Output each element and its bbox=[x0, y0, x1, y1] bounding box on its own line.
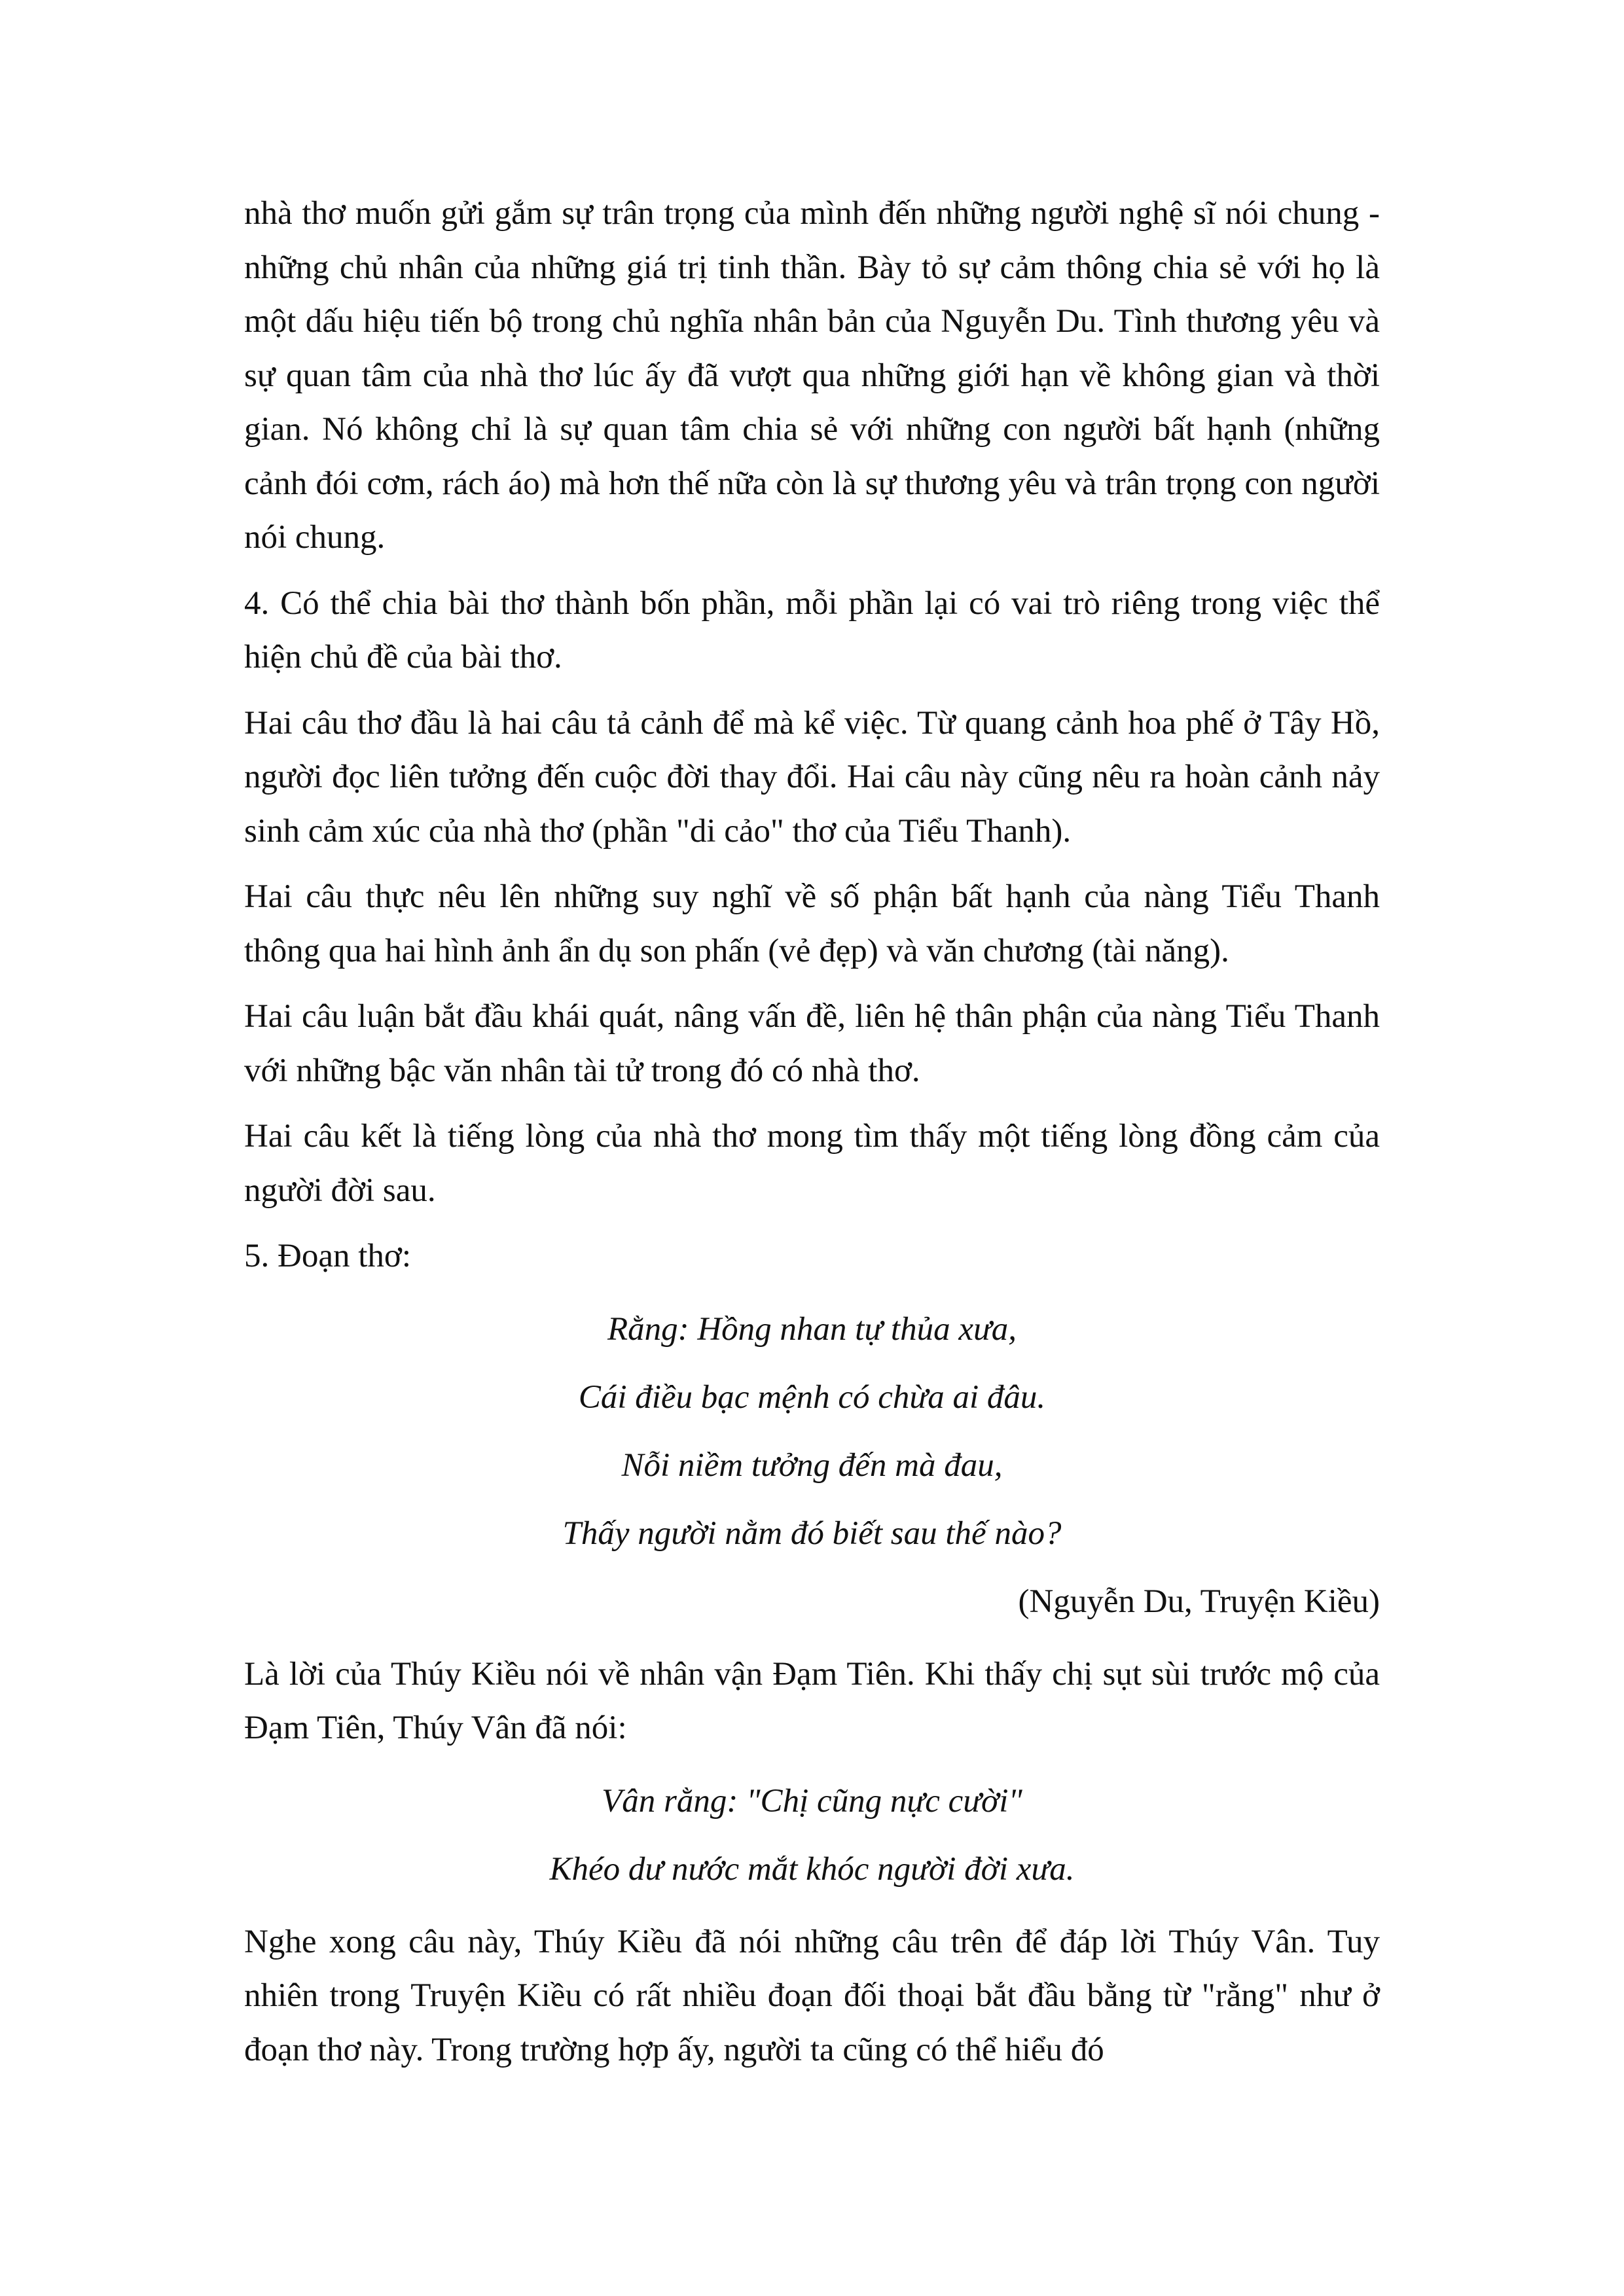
paragraph: Hai câu luận bắt đầu khái quát, nâng vấn đề, liên hệ thân phận của nàng Tiểu Thanh với những bậc văn nhân tài tử trong đó có nhà thơ. bbox=[244, 998, 1380, 1089]
paragraph: Hai câu thực nêu lên những suy nghĩ về số phận bất hạnh của nàng Tiểu Thanh thông qua hai hình ảnh ẩn dụ son phấn (vẻ đẹp) và văn chương (tài năng). bbox=[244, 878, 1380, 969]
poem-source: (Nguyễn Du, Truyện Kiều) bbox=[1018, 1583, 1380, 1620]
poem-excerpt bbox=[244, 1295, 1380, 1568]
verse-line: Thấy người nằm đó biết sau thế nào? bbox=[562, 1515, 1062, 1552]
section-heading: 5. Đoạn thơ: bbox=[244, 1238, 412, 1274]
poem-excerpt bbox=[244, 1767, 1380, 1903]
paragraph: nhà thơ muốn gửi gắm sự trân trọng của mình đến những người nghệ sĩ nói chung - những chủ nhân của những giá trị tinh thần. Bày tỏ sự cảm thông chia sẻ với họ là một dấu hiệu tiến bộ trong chủ nghĩa nhân bản của Nguyễn Du. Tình thương yêu và sự quan tâm của nhà thơ lúc ấy đã vượt qua những giới hạn về không gian và thời gian. Nó không chỉ là sự quan tâm chia sẻ với những con người bất hạnh (những cảnh đói cơm, rách áo) mà hơn thế nữa còn là sự thương yêu và trân trọng con người nói chung. bbox=[244, 195, 1380, 556]
paragraph: Hai câu thơ đầu là hai câu tả cảnh để mà kể việc. Từ quang cảnh hoa phế ở Tây Hồ, người đọc liên tưởng đến cuộc đời thay đổi. Hai câu này cũng nêu ra hoàn cảnh nảy sinh cảm xúc của nhà thơ (phần "di cảo" thơ của Tiểu Thanh). bbox=[244, 704, 1380, 850]
verse-line: Cái điều bạc mệnh có chừa ai đâu. bbox=[578, 1378, 1046, 1416]
document-page bbox=[244, 187, 1380, 2089]
paragraph: Nghe xong câu này, Thúy Kiều đã nói những câu trên để đáp lời Thúy Vân. Tuy nhiên trong Truyện Kiều có rất nhiều đoạn đối thoại bắt đầu bằng từ "rằng" như ở đoạn thơ này. Trong trường hợp ấy, người ta cũng có thể hiểu đó bbox=[244, 1923, 1380, 2068]
verse-line: Vân rằng: "Chị cũng nực cười" bbox=[602, 1782, 1022, 1820]
paragraph: Là lời của Thúy Kiều nói về nhân vận Đạm Tiên. Khi thấy chị sụt sùi trước mộ của Đạm Tiên, Thúy Vân đã nói: bbox=[244, 1655, 1380, 1746]
verse-line: Nỗi niềm tưởng đến mà đau, bbox=[621, 1446, 1003, 1484]
paragraph: 4. Có thể chia bài thơ thành bốn phần, mỗi phần lại có vai trò riêng trong việc thể hiện chủ đề của bài thơ. bbox=[244, 584, 1380, 675]
paragraph: Hai câu kết là tiếng lòng của nhà thơ mong tìm thấy một tiếng lòng đồng cảm của người đời sau. bbox=[244, 1118, 1380, 1209]
verse-line: Khéo dư nước mắt khóc người đời xưa. bbox=[549, 1850, 1075, 1888]
verse-line: Rằng: Hồng nhan tự thủa xưa, bbox=[607, 1310, 1017, 1348]
